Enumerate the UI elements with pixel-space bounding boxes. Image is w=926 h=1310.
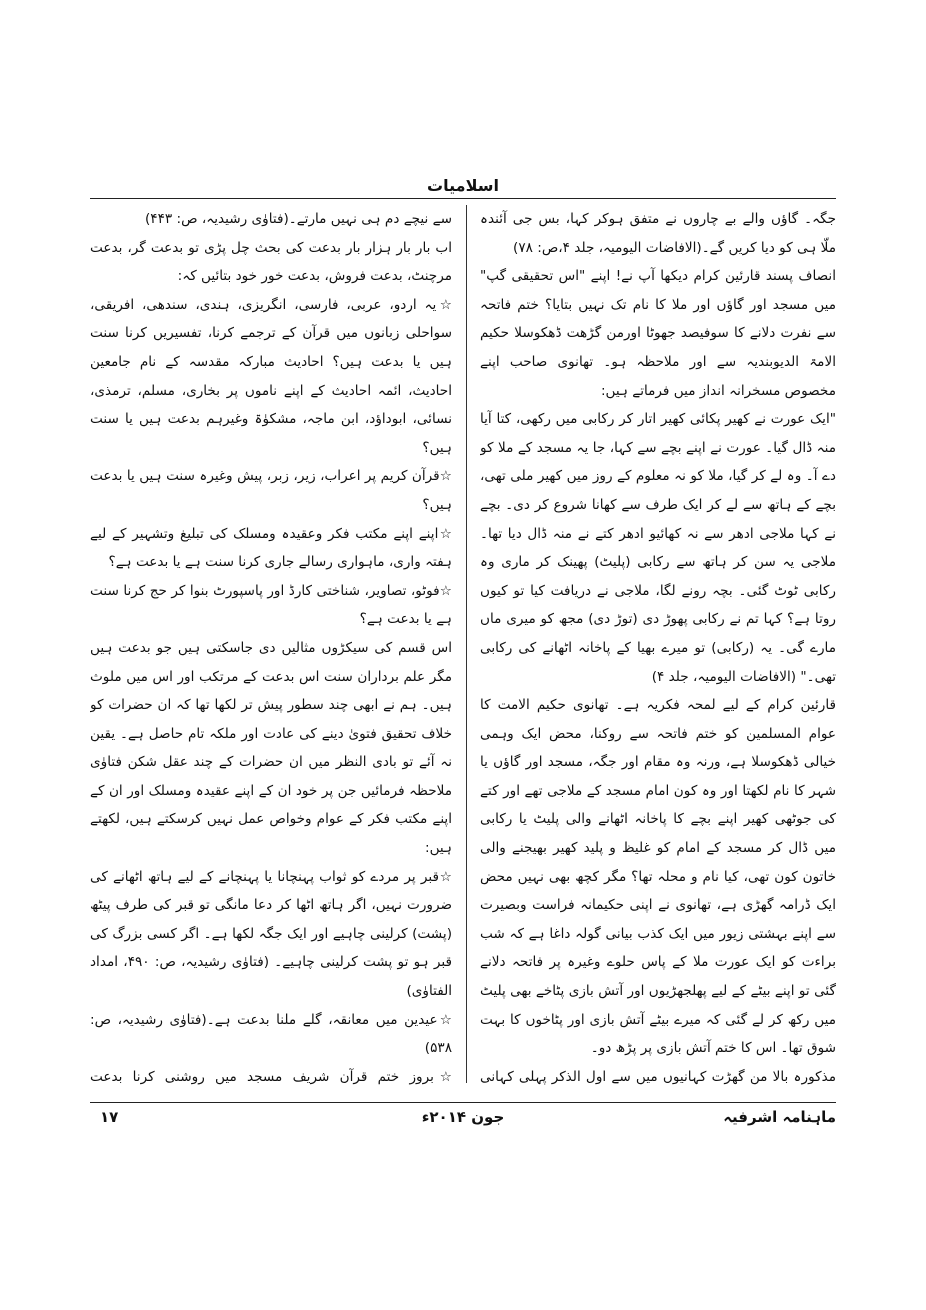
right-column xyxy=(480,205,836,1085)
paragraph: ☆فوٹو، تصاویر، شناختی کارڈ اور پاسپورٹ بنوا کر حج کرنا سنت ہے یا بدعت ہے؟ xyxy=(90,582,452,628)
paragraph: ☆اپنے اپنے مکتب فکر وعقیدہ ومسلک کی تبلیغ وتشہیر کے لیے ہفتہ واری، ماہواری رسالے جاری کرنا سنت ہے یا بدعت ہے؟ xyxy=(90,525,452,571)
footer-divider xyxy=(90,1102,836,1103)
paragraph: قارئین کرام کے لیے لمحہ فکریہ ہے۔ تھانوی حکیم الامت کا عوام المسلمین کو ختم فاتحہ سے روکنا، محض ایک وہمی خیالی ڈھکوسلا ہے، ورنہ وہ مقام اور جگہ، مسجد اور گاؤں یا شہر کا نام لکھتا اور وہ کون امام مسجد کے ملاجی تھے اور کتے کی جوٹھی کھیر اپنے بچے کا پاخانہ اٹھانے والی پلیٹ یا رکابی میں ڈال کر مسجد کے امام کو غلیظ و پلید کھیر بھیجنے والی خاتون کون تھی، کیا نام و محلہ تھا؟ مگر کچھ بھی نہیں محض ایک ڈرامہ گھڑی ہے، تھانوی نے اپنی حکیمانہ فراست وبصیرت سے اپنے بہشتی زیور میں ایک کذب بیانی گولہ داغا ہے کہ شب براءت کو ایک عورت ملا کے پاس حلوے وغیرہ پر فاتحہ دلانے گئی تو اپنے بیٹے کے لیے پھلجھڑیوں اور آتش بازی پٹاخے بھی پلیٹ میں رکھ کر لے گئی کہ میرے بیٹے آتش بازی اور پٹاخوں کا بہت شوق تھا۔ اس کا ختم آتش بازی پر پڑھ دو۔ xyxy=(480,697,836,1057)
paragraph: ☆قرآن کریم پر اعراب، زیر، زبر، پیش وغیرہ سنت ہیں یا بدعت ہیں؟ xyxy=(90,468,452,513)
paragraph: مذکورہ بالا من گھڑت کہانیوں میں سے اول الذکر پہلی کہانی xyxy=(480,1068,836,1085)
paragraph: ☆بروز ختم قرآن شریف مسجد میں روشنی کرنا بدعت xyxy=(90,1068,452,1085)
paragraph: ☆یہ اردو، عربی، فارسی، انگریزی، ہندی، سندھی، افریقی، سواحلی زبانوں میں قرآن کے ترجمے کرنا، تفسیریں کرنا سنت ہیں یا بدعت ہیں؟ احادیث مبارکہ مقدسہ کے نام جامعین احادیث، ائمہ احادیث کے اپنے ناموں پر بخاری، مسلم، ترمذی، نسائی، ابوداؤد، ابن ماجہ، مشکوٰۃ وغیرہم بدعت ہیں یا سنت ہیں؟ xyxy=(90,296,452,456)
column-divider xyxy=(466,205,467,1083)
paragraph: اس قسم کی سیکڑوں مثالیں دی جاسکتی ہیں جو بدعت ہیں مگر علم برداران سنت اس بدعت کے مرتکب اور اس میں ملوث ہیں۔ ہم نے ابھی چند سطور پیش تر لکھا تھا کہ ان حضرات کو خلاف تحقیق فتویٰ دینے کی عادت اور ملکہ تام حاصل ہے۔ یقین نہ آئے تو بادی النظر میں ان حضرات کے چند عقل شکن فتاوٰی ملاحظہ فرمائیں جن پر خود ان کے اپنے عقیدہ ومسلک اور ان کے اپنے مکتب فکر کے عوام وخواص عمل نہیں کرسکتے ہیں، لکھتے ہیں: xyxy=(90,639,452,857)
paragraph: "ایک عورت نے کھیر پکائی کھیر اتار کر رکابی میں رکھی، کتا آیا منہ ڈال گیا۔ عورت نے اپنے بچے سے کہا، جا یہ مسجد کے ملا کو دے آ۔ وہ لے کر گیا، ملا کو نہ معلوم کے روز میں کھیر ملی تھی، بچے کے ہاتھ سے لے کر ایک طرف سے کھانا شروع کر دی۔ بچے نے کہا ملاجی ادھر سے نہ کھائیو ادھر کتے نے منہ ڈال دیا تھا۔ ملاجی یہ سن کر ہاتھ سے رکابی (پلیٹ) پھینک کر ماری وہ رکابی ٹوٹ گئی۔ بچہ رونے لگا، ملاجی نے دریافت کیا تو کیوں روتا ہے؟ کہا تم نے رکابی پھوڑ دی (توڑ دی) مجھ کو میری ماں مارے گی۔ یہ (رکابی) تو میرے بھیا کے پاخانہ اٹھانے کی رکابی تھی۔" (الافاضات الیومیہ، جلد ۴) xyxy=(480,411,836,685)
magazine-name: ماہنامہ اشرفیہ xyxy=(723,1108,836,1126)
paragraph: جگہ۔ گاؤں والے بے چاروں نے متفق ہوکر کہا، بس جی آئندہ ملّا ہی کو دیا کریں گے۔(الافاضات الیومیہ، جلد ۴،ص: ۷۸) xyxy=(480,211,836,256)
header-divider xyxy=(90,198,836,199)
paragraph: اب بار بار ہزار بار بدعت کی بحث چل پڑی تو بدعت گر، بدعت مرچنٹ، بدعت فروش، بدعت خور خود بتائیں کہ: xyxy=(90,239,452,285)
paragraph: ☆عیدین میں معانقہ، گلے ملنا بدعت ہے۔(فتاوٰی رشیدیہ، ص: ۵۳۸) xyxy=(90,1011,452,1057)
paragraph: ☆قبر پر مردے کو ثواب پہنچانا یا پہنچانے کے لیے ہاتھ اٹھانے کی ضرورت نہیں، اگر ہاتھ اٹھا کر دعا مانگی تو قبر کی طرف پیٹھ (پشت) کرلینی چاہیے اور ایک جگہ لکھا ہے۔ اگر کسی بزرگ کی قبر ہو تو پشت کرلینی چاہیے۔ (فتاوٰی رشیدیہ، ص: ۴۹۰، امداد الفتاوٰی) xyxy=(90,868,452,1000)
issue-date: جون ۲۰۱۴ء xyxy=(421,1108,505,1126)
page-number: ۱۷ xyxy=(100,1108,119,1126)
paragraph: انصاف پسند قارئین کرام دیکھا آپ نے! اپنے "اس تحقیقی گپ" میں مسجد اور گاؤں اور ملا کا نام تک نہیں بتایا؟ ختم فاتحہ سے نفرت دلانے کا سوفیصد جھوٹا اورمن گڑھت ڈھکوسلا حکیم الامۃ الدیوبندیہ سے اور ملاحظہ ہو۔ تھانوی صاحب اپنے مخصوص مسخرانہ انداز میں فرماتے ہیں: xyxy=(480,268,836,399)
section-title: اسلامیات xyxy=(427,176,499,195)
left-column xyxy=(90,205,452,1085)
paragraph: سے نیچے دم ہی نہیں مارتے۔(فتاوٰی رشیدیہ، ص: ۴۴۳) xyxy=(144,211,452,227)
